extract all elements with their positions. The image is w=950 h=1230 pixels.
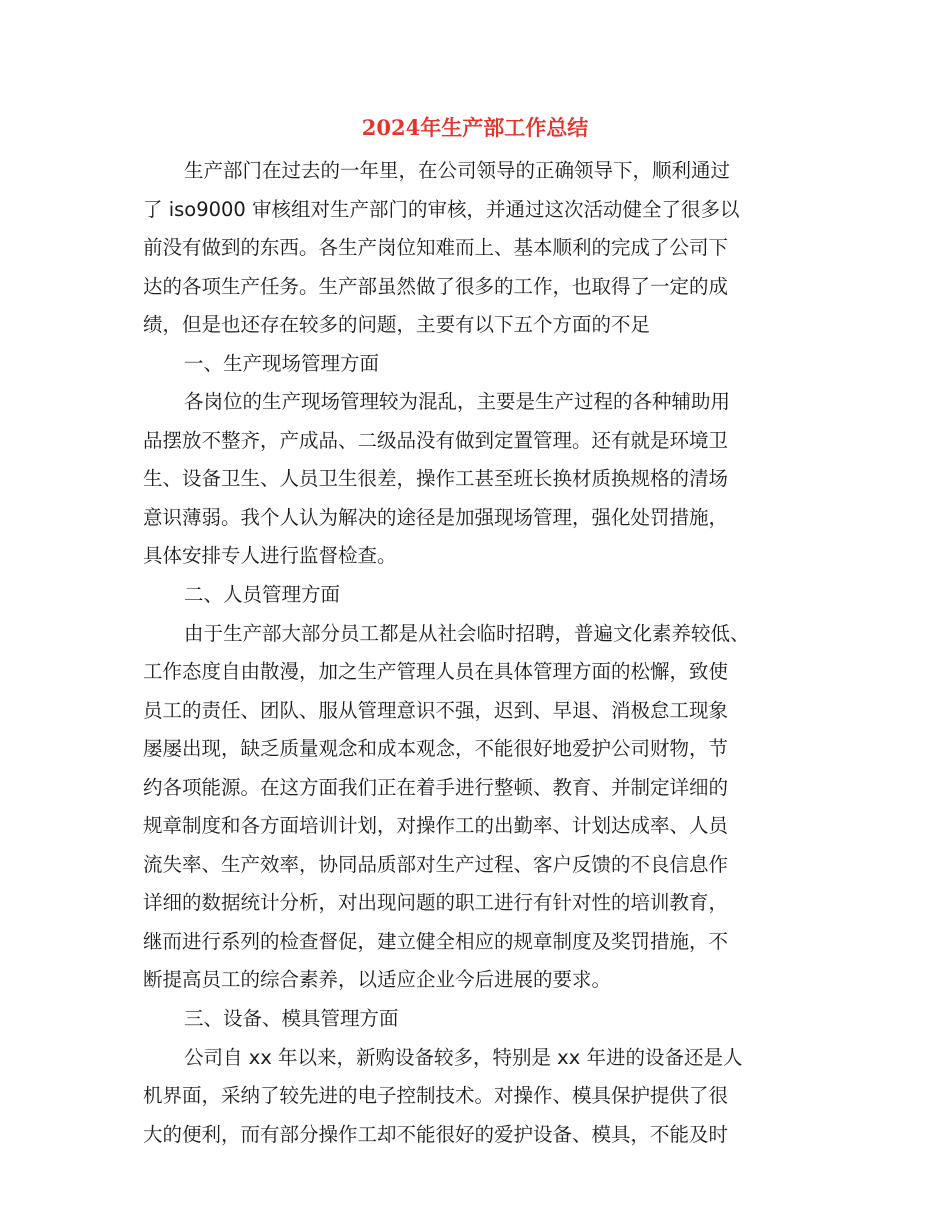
text-line: 各岗位的生产现场管理较为混乱，主要是生产过程的各种辅助用 [184,390,731,414]
text-line: 由于生产部大部分员工都是从社会临时招聘，普遍文化素养较低、 [184,621,750,645]
text-line: 继而进行系列的检查督促，建立健全相应的规章制度及奖罚措施，不 [143,929,729,953]
text-line: 流失率、生产效率，协同品质部对生产过程、客户反馈的不良信息作 [143,852,729,876]
text-line: 意识薄弱。我个人认为解决的途径是加强现场管理，强化处罚措施， [143,505,729,529]
text-line: 公司自 xx 年以来，新购设备较多，特别是 xx 年进的设备还是人 [184,1045,743,1069]
text-line: 前没有做到的东西。各生产岗位知难而上、基本顺利的完成了公司下 [143,236,729,260]
text-line: 了 iso9000 审核组对生产部门的审核，并通过这次活动健全了很多以 [143,197,740,221]
text-line: 详细的数据统计分析，对出现问题的职工进行有针对性的培训教育， [143,891,729,915]
text-line: 具体安排专人进行监督检查。 [143,544,397,568]
text-line: 断提高员工的综合素养，以适应企业今后进展的要求。 [143,968,612,992]
document-body [143,152,823,1154]
text-line: 机界面，采纳了较先进的电子控制技术。对操作、模具保护提供了很 [143,1084,729,1108]
document-title: 2024年生产部工作总结 [361,115,589,140]
text-line: 生、设备卫生、人员卫生很差，操作工甚至班长换材质换规格的清场 [143,467,729,491]
section-heading: 三、设备、模具管理方面 [184,1007,399,1031]
text-line: 规章制度和各方面培训计划，对操作工的出勤率、计划达成率、人员 [143,814,729,838]
text-line: 生产部门在过去的一年里，在公司领导的正确领导下，顺利通过 [184,159,731,182]
text-line: 品摆放不整齐，产成品、二级品没有做到定置管理。还有就是环境卫 [143,428,729,452]
text-line: 屡屡出现，缺乏质量观念和成本观念，不能很好地爱护公司财物，节 [143,737,729,761]
text-line: 员工的责任、团队、服从管理意识不强，迟到、早退、消极怠工现象 [143,698,729,722]
text-line: 达的各项生产任务。生产部虽然做了很多的工作，也取得了一定的成 [143,274,729,298]
section-heading: 二、人员管理方面 [184,583,341,607]
text-line: 约各项能源。在这方面我们正在着手进行整顿、教育、并制定详细的 [143,775,729,799]
text-line: 绩，但是也还存在较多的问题，主要有以下五个方面的不足 [143,313,651,337]
section-heading: 一、生产现场管理方面 [184,351,380,375]
text-line: 大的便利，而有部分操作工却不能很好的爱护设备、模具，不能及时 [143,1122,729,1146]
text-line: 工作态度自由散漫，加之生产管理人员在具体管理方面的松懈，致使 [143,660,729,684]
